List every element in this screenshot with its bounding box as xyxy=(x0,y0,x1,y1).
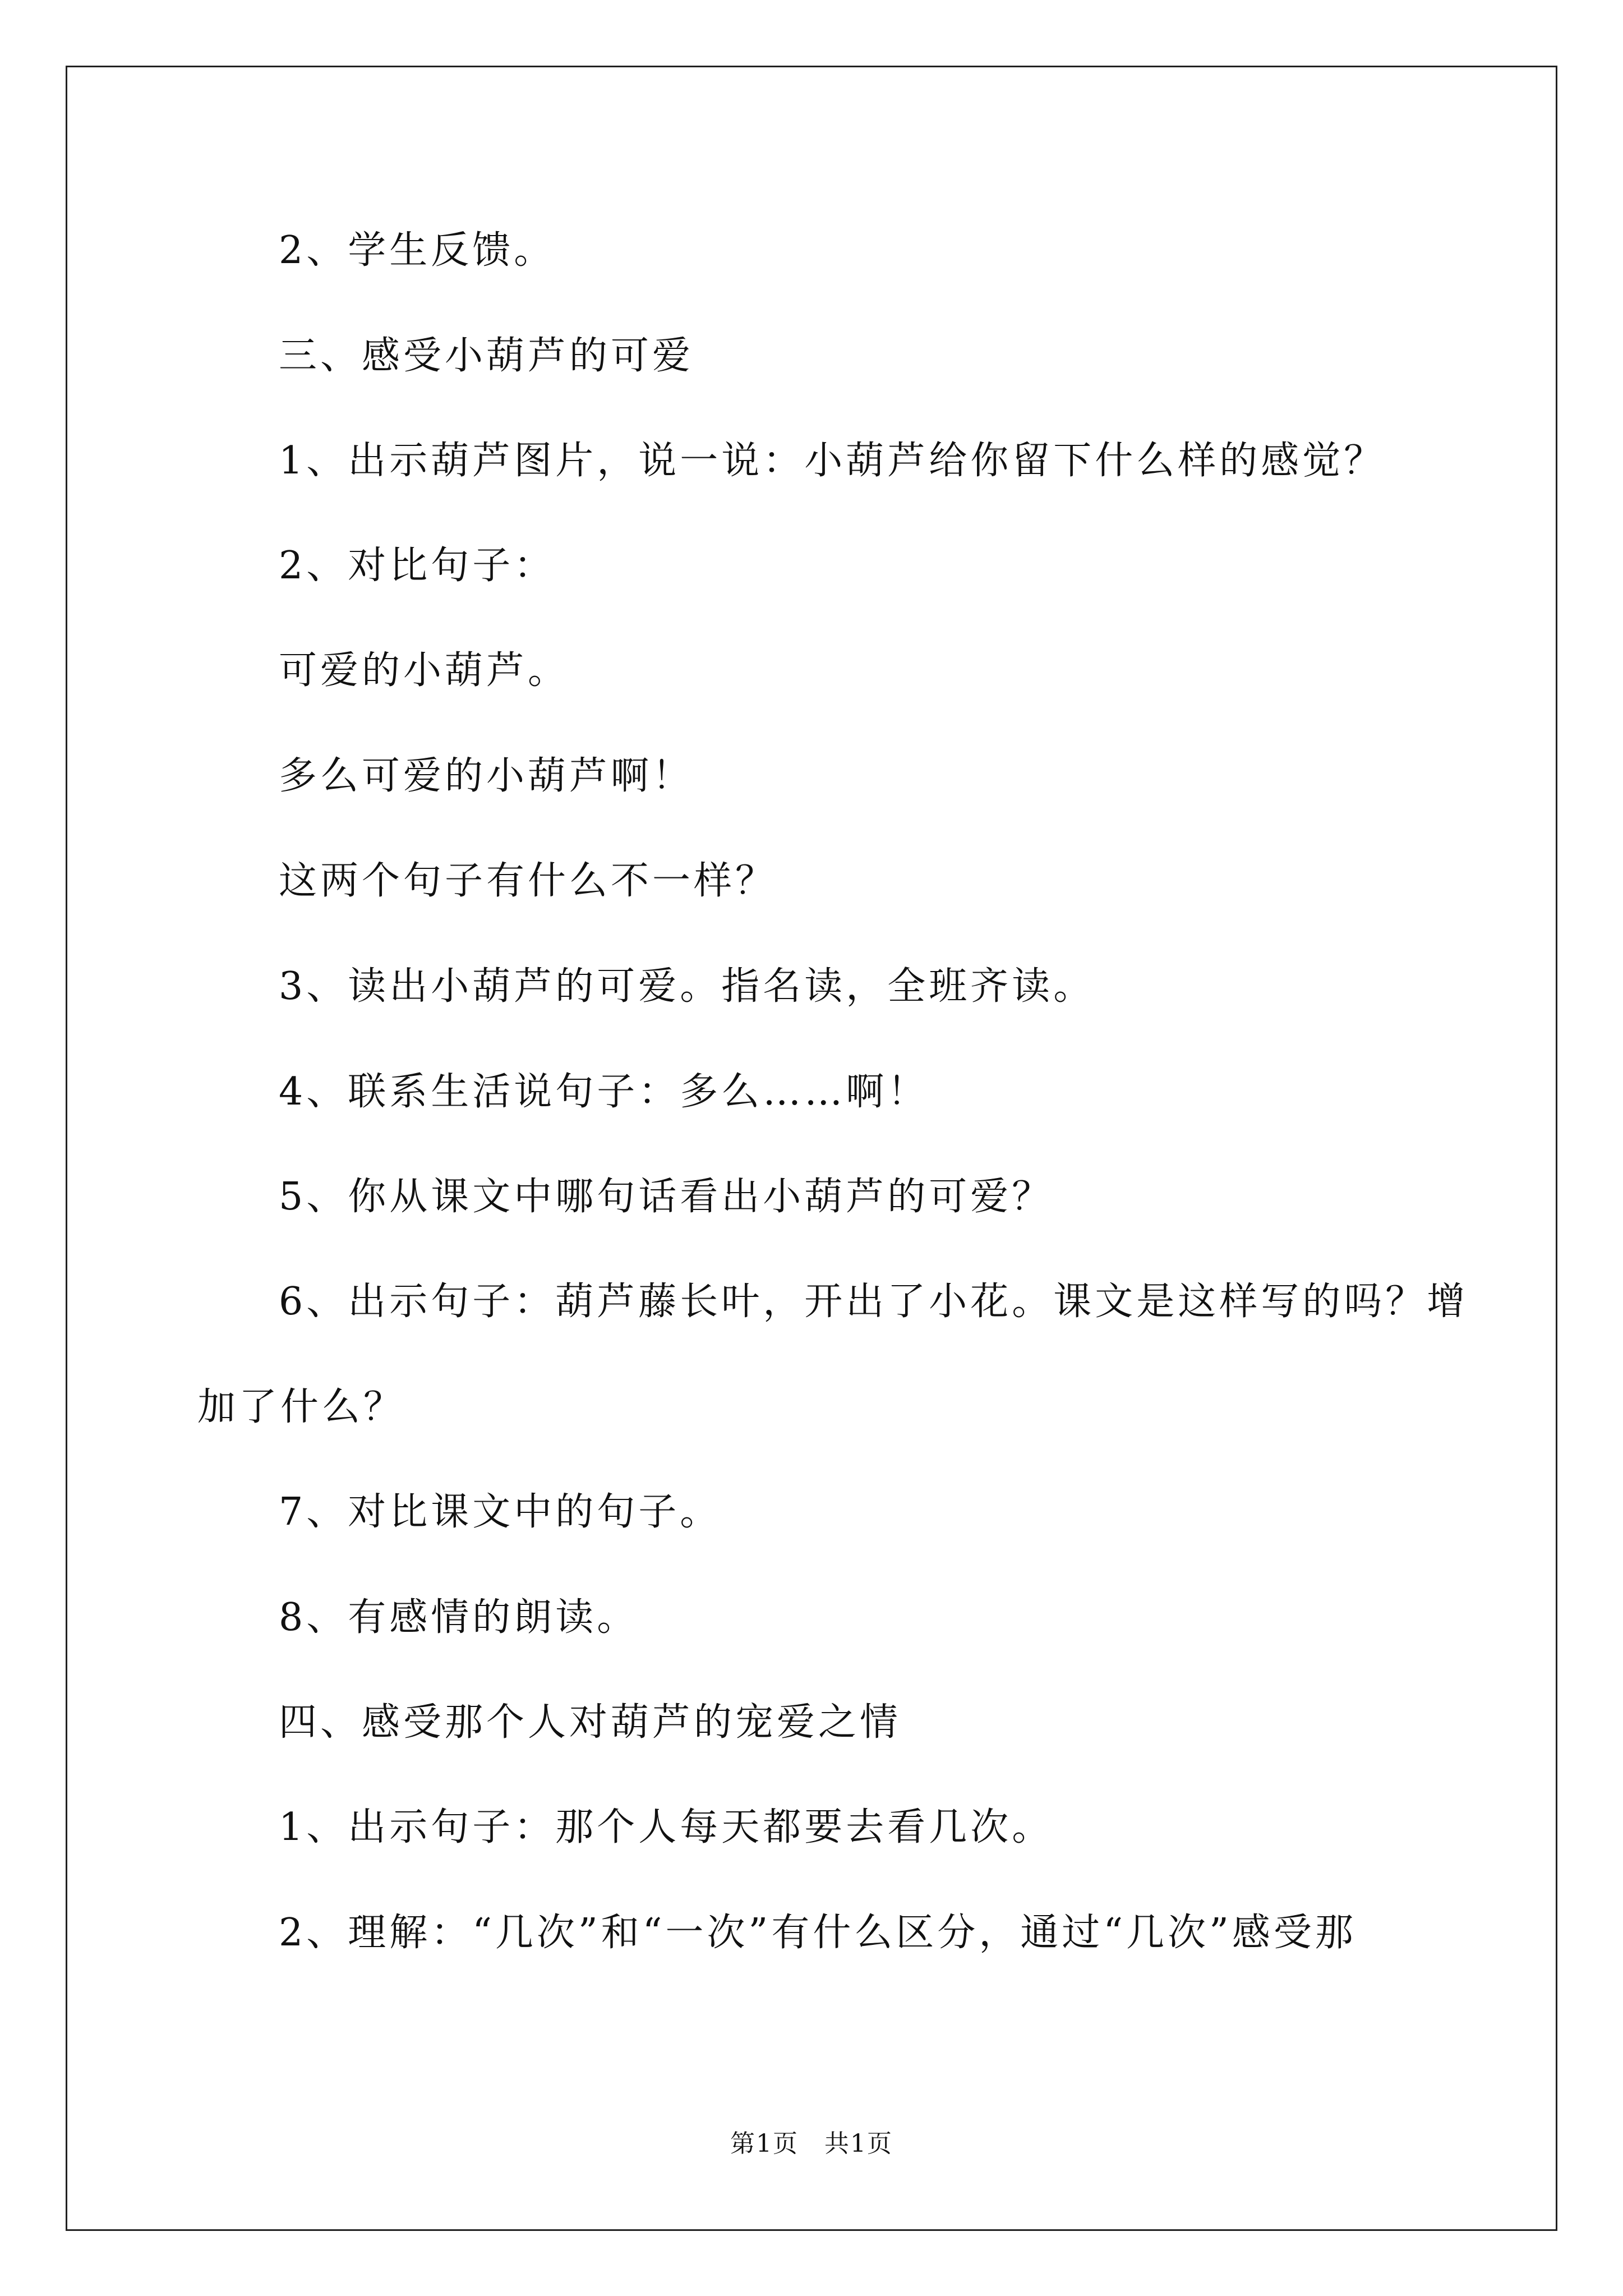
page-footer: 第1页 共1页 xyxy=(730,2129,893,2158)
paragraph-line: 1、出示葫芦图片，说一说：小葫芦给你留下什么样的感觉？ xyxy=(279,439,1386,483)
paragraph-line: 可爱的小葫芦。 xyxy=(279,648,570,693)
section-heading: 四、感受那个人对葫芦的宠爱之情 xyxy=(279,1700,902,1745)
paragraph-line: 1、出示句子：那个人每天都要去看几次。 xyxy=(279,1805,1054,1849)
paragraph-line: 这两个句子有什么不一样？ xyxy=(279,859,777,903)
paragraph-line: 8、有感情的朗读。 xyxy=(279,1595,639,1640)
paragraph-line: 多么可爱的小葫芦啊！ xyxy=(279,754,694,798)
paragraph-line: 2、学生反馈。 xyxy=(279,228,556,273)
paragraph-line-continuation: 加了什么？ xyxy=(197,1385,405,1429)
paragraph-line: 3、读出小葫芦的可爱。指名读，全班齐读。 xyxy=(279,964,1095,1009)
page-border xyxy=(66,66,1557,2231)
paragraph-line: 7、对比课文中的句子。 xyxy=(279,1490,722,1534)
paragraph-line: 2、对比句子： xyxy=(279,544,556,588)
section-heading: 三、感受小葫芦的可爱 xyxy=(279,334,694,378)
paragraph-line: 6、出示句子：葫芦藤长叶，开出了小花。课文是这样写的吗？增 xyxy=(279,1280,1469,1324)
paragraph-line: 5、你从课文中哪句话看出小葫芦的可爱？ xyxy=(279,1175,1054,1219)
paragraph-line: 2、理解：“几次”和“一次”有什么区分，通过“几次”感受那 xyxy=(279,1911,1357,1955)
paragraph-line: 4、联系生活说句子：多么……啊！ xyxy=(279,1070,929,1114)
